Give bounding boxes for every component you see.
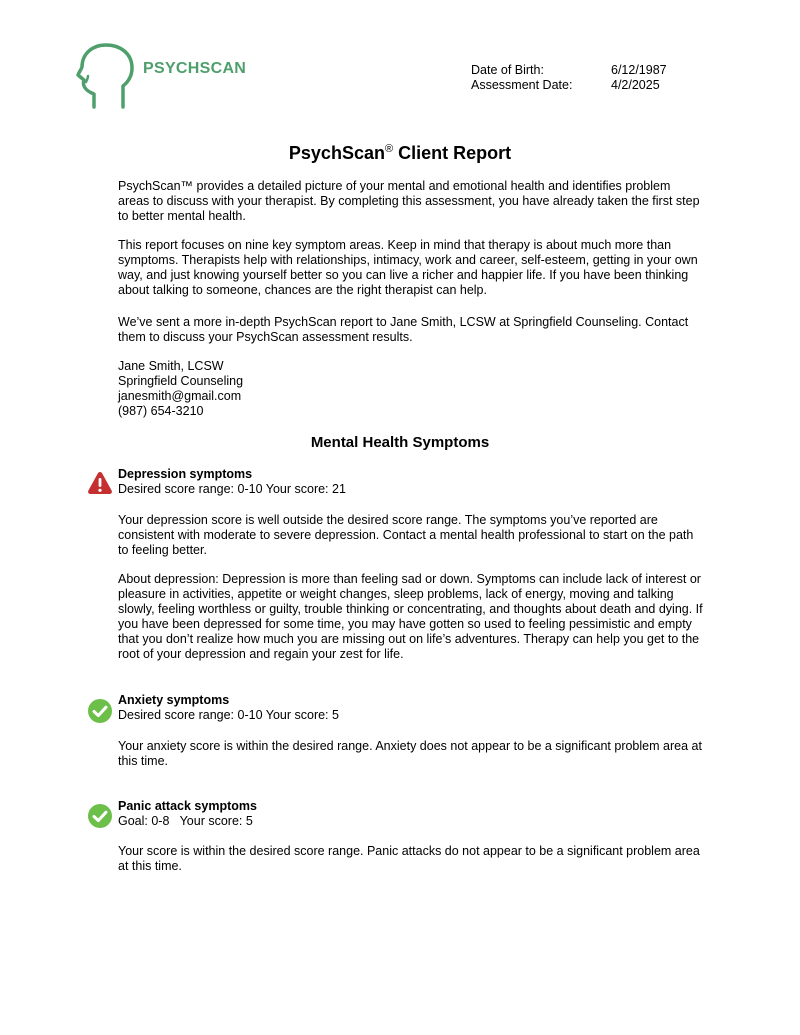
check-circle-icon <box>87 803 113 829</box>
anxiety-summary <box>118 739 703 769</box>
assessment-date-label: Assessment Date: <box>471 78 573 92</box>
intro-paragraph-3 <box>118 315 703 345</box>
depression-summary <box>118 513 703 558</box>
panic-score: Goal: 0-8 Your score: 5 <box>118 814 253 828</box>
patient-meta <box>471 63 667 93</box>
depression-about <box>118 572 703 662</box>
intro-text-2: This report focuses on nine key symptom areas. Keep in mind that therapy is about much more than symptoms. Therapists help with relationships, intimacy, work and career, self-esteem, getting in your own way, and just knowing yourself better so you can live a richer and happier life. If you have been thinking about talking to someone, chances are the right therapist can help. <box>118 238 698 297</box>
panic-block <box>118 799 703 829</box>
intro-text-1: PsychScan™ provides a detailed picture of your mental and emotional health and identifies problem areas to discuss with your therapist. By completing this assessment, you have already taken the first step to better mental health. <box>118 179 700 223</box>
head-profile-icon <box>76 42 138 112</box>
assessment-date-row <box>471 78 667 93</box>
anxiety-block <box>118 693 703 723</box>
therapist-contact <box>118 359 703 419</box>
section-title: Mental Health Symptoms <box>310 434 490 451</box>
registered-mark: ® <box>384 143 394 155</box>
depression-about-text: About depression: Depression is more than feeling sad or down. Symptoms can include lack of interest or pleasure in activities, appetite or weight changes, sleep problems, lack of energy, moving and talking slowly, feeling worthless or guilty, trouble thinking or concentrating, and thoughts about death and dying. If you have been depressed for some time, you may have gotten so used to feeling pessimistic and empty that you don’t realize how much you are missing out on life’s adventures. Therapy can help you get to the root of your depression and regain your zest for life. <box>118 572 703 661</box>
report-title-brand: PsychScan <box>288 143 385 163</box>
therapist-practice: Springfield Counseling <box>118 374 244 388</box>
dob-row <box>471 63 667 78</box>
warning-triangle-icon <box>87 470 113 496</box>
depression-block <box>118 467 703 497</box>
therapist-name: Jane Smith, LCSW <box>118 359 224 373</box>
report-title-suffix: Client Report <box>393 143 512 163</box>
panic-title: Panic attack symptoms <box>118 799 257 813</box>
psychscan-logo <box>76 42 276 112</box>
therapist-phone: (987) 654-3210 <box>118 404 204 418</box>
depression-summary-text: Your depression score is well outside the desired score range. The symptoms you’ve reported are consistent with moderate to severe depression. Contact a mental health professional to start on the path to feeling better. <box>118 513 694 557</box>
therapist-email: janesmith@gmail.com <box>118 389 242 403</box>
intro-text-3: We’ve sent a more in-depth PsychScan report to Jane Smith, LCSW at Springfield Counseling. Contact them to discuss your PsychScan assessment results. <box>118 315 689 344</box>
anxiety-title: Anxiety symptoms <box>118 693 230 707</box>
anxiety-score: Desired score range: 0-10 Your score: 5 <box>118 708 339 722</box>
anxiety-summary-text: Your anxiety score is within the desired range. Anxiety does not appear to be a significant problem area at this time. <box>118 739 702 768</box>
dob-value: 6/12/1987 <box>611 63 667 77</box>
logo-text: PSYCHSCAN <box>143 60 247 77</box>
intro-paragraph-1 <box>118 179 703 224</box>
depression-title: Depression symptoms <box>118 467 253 481</box>
dob-label: Date of Birth: <box>471 63 544 77</box>
check-circle-icon <box>87 698 113 724</box>
assessment-date-value: 4/2/2025 <box>611 78 660 92</box>
panic-summary-text: Your score is within the desired score range. Panic attacks do not appear to be a significant problem area at this time. <box>118 844 700 873</box>
panic-summary <box>118 844 703 874</box>
intro-paragraph-2 <box>118 238 703 298</box>
report-title <box>0 143 800 164</box>
depression-score: Desired score range: 0-10 Your score: 21 <box>118 482 346 496</box>
